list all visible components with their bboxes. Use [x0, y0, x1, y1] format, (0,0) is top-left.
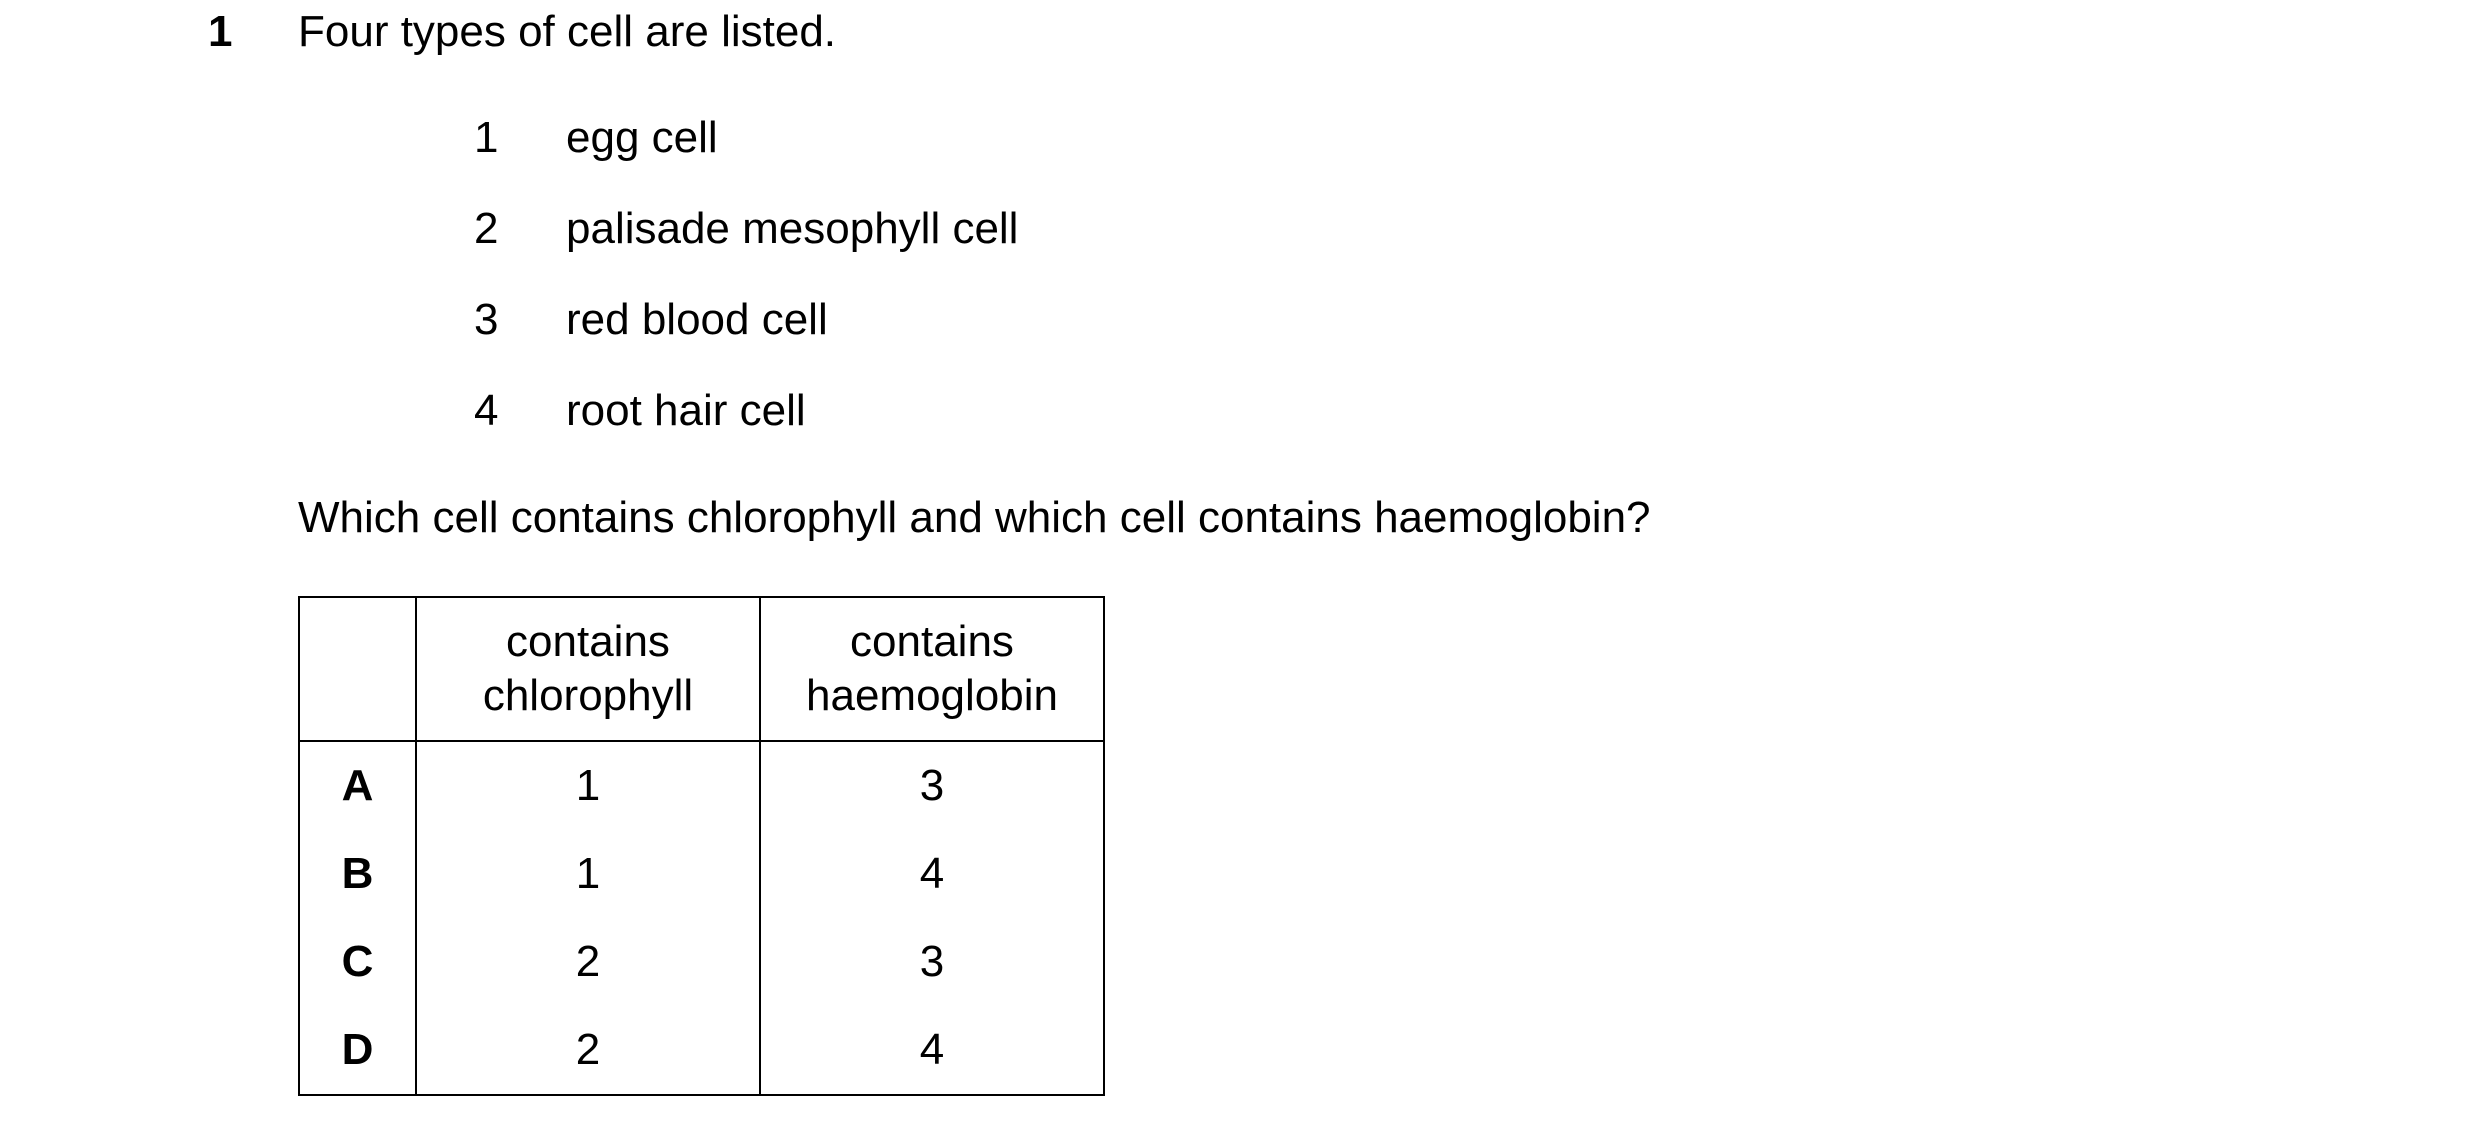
cell-type-number: 3 [474, 295, 499, 344]
cell-type-name: red blood cell [566, 295, 828, 344]
haemoglobin-value: 4 [760, 830, 1104, 918]
chlorophyll-value: 1 [416, 741, 760, 830]
question-number: 1 [208, 7, 233, 56]
table-row [299, 741, 1104, 830]
option-letter: A [299, 741, 416, 830]
question-intro: Four types of cell are listed. [298, 7, 837, 56]
option-letter: B [299, 830, 416, 918]
cell-type-name: root hair cell [566, 386, 806, 435]
cell-type-number: 1 [474, 113, 499, 162]
table-row [299, 1006, 1104, 1095]
answer-options-table [298, 596, 1105, 1096]
chlorophyll-value: 1 [416, 830, 760, 918]
haemoglobin-value: 3 [760, 918, 1104, 1006]
table-row [299, 830, 1104, 918]
chlorophyll-value: 2 [416, 1006, 760, 1095]
chlorophyll-value: 2 [416, 918, 760, 1006]
table-row [299, 918, 1104, 1006]
header-line: chlorophyll [482, 671, 694, 720]
header-line: haemoglobin [806, 671, 1058, 720]
haemoglobin-value: 4 [760, 1006, 1104, 1095]
header-option-letter [299, 597, 416, 741]
cell-type-number: 2 [474, 204, 499, 253]
option-letter: C [299, 918, 416, 1006]
cell-type-name: palisade mesophyll cell [566, 204, 1019, 253]
header-contains-haemoglobin [760, 597, 1104, 741]
cell-type-number: 4 [474, 386, 499, 435]
question-stem: Which cell contains chlorophyll and which cell contains haemoglobin? [298, 493, 1651, 542]
header-contains-chlorophyll [416, 597, 760, 741]
option-letter: D [299, 1006, 416, 1095]
header-line: contains [506, 617, 670, 666]
table-header-row [299, 597, 1104, 741]
cell-type-name: egg cell [566, 113, 718, 162]
haemoglobin-value: 3 [760, 741, 1104, 830]
header-line: contains [850, 617, 1014, 666]
